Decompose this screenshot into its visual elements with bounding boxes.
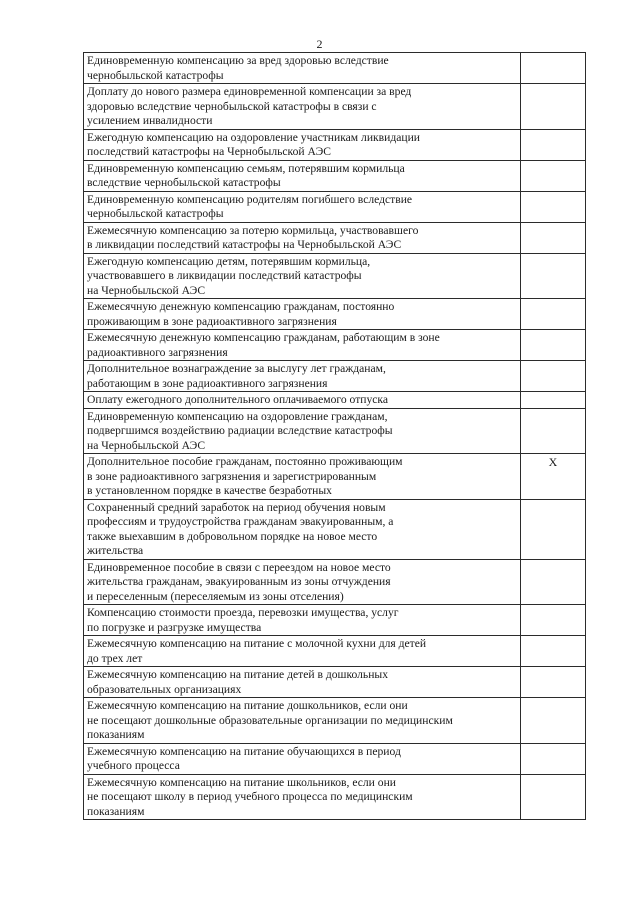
table-row bbox=[84, 408, 586, 454]
row-mark-cell bbox=[521, 84, 586, 130]
row-mark-cell bbox=[521, 392, 586, 409]
row-description: Ежемесячную компенсацию на питание дошкольников, если они не посещают дошкольные образовательные организации по медицинским показаниям bbox=[84, 698, 521, 744]
row-description: Ежемесячную денежную компенсацию гражданам, работающим в зоне радиоактивного загрязнения bbox=[84, 330, 521, 361]
row-mark-cell bbox=[521, 559, 586, 605]
table-row bbox=[84, 191, 586, 222]
row-mark-cell bbox=[521, 361, 586, 392]
row-mark-cell bbox=[521, 191, 586, 222]
table-row bbox=[84, 667, 586, 698]
table-row bbox=[84, 743, 586, 774]
row-mark-cell bbox=[521, 129, 586, 160]
table-row bbox=[84, 636, 586, 667]
row-mark-cell bbox=[521, 222, 586, 253]
row-mark-cell bbox=[521, 698, 586, 744]
table-row bbox=[84, 392, 586, 409]
row-mark-cell bbox=[521, 605, 586, 636]
table-row bbox=[84, 129, 586, 160]
row-description: Ежемесячную компенсацию на питание детей в дошкольных образовательных организациях bbox=[84, 667, 521, 698]
table-row bbox=[84, 84, 586, 130]
page-number: 2 bbox=[316, 37, 323, 51]
row-mark-cell bbox=[521, 408, 586, 454]
table-row bbox=[84, 160, 586, 191]
table-row bbox=[84, 361, 586, 392]
row-description: Ежегодную компенсацию на оздоровление участникам ликвидации последствий катастрофы на Чернобыльской АЭС bbox=[84, 129, 521, 160]
benefits-table bbox=[83, 52, 586, 820]
table-row bbox=[84, 222, 586, 253]
table-row bbox=[84, 53, 586, 84]
row-mark-cell bbox=[521, 53, 586, 84]
row-description: Ежемесячную компенсацию на питание с молочной кухни для детей до трех лет bbox=[84, 636, 521, 667]
row-description: Сохраненный средний заработок на период обучения новым профессиям и трудоустройства гражданам эвакуированным, а также выехавшим в добровольном порядке на новое место жительства bbox=[84, 499, 521, 559]
row-description: Ежегодную компенсацию детям, потерявшим кормильца, участвовавшего в ликвидации последствий катастрофы на Чернобыльской АЭС bbox=[84, 253, 521, 299]
row-description: Дополнительное вознаграждение за выслугу лет гражданам, работающим в зоне радиоактивного загрязнения bbox=[84, 361, 521, 392]
row-description: Ежемесячную компенсацию на питание обучающихся в период учебного процесса bbox=[84, 743, 521, 774]
row-mark-cell bbox=[521, 253, 586, 299]
row-description: Единовременное пособие в связи с переездом на новое место жительства гражданам, эвакуированным из зоны отчуждения и переселенным (переселяемым из зоны отселения) bbox=[84, 559, 521, 605]
table-row bbox=[84, 499, 586, 559]
row-description: Ежемесячную компенсацию на питание школьников, если они не посещают школу в период учебного процесса по медицинским показаниям bbox=[84, 774, 521, 820]
row-description: Ежемесячную компенсацию за потерю кормильца, участвовавшего в ликвидации последствий катастрофы на Чернобыльской АЭС bbox=[84, 222, 521, 253]
row-mark-cell bbox=[521, 160, 586, 191]
row-mark-cell bbox=[521, 743, 586, 774]
row-mark-cell bbox=[521, 774, 586, 820]
table-row bbox=[84, 299, 586, 330]
row-description: Компенсацию стоимости проезда, перевозки имущества, услуг по погрузке и разгрузке имущества bbox=[84, 605, 521, 636]
table-row bbox=[84, 330, 586, 361]
row-mark-cell bbox=[521, 330, 586, 361]
row-mark-cell bbox=[521, 299, 586, 330]
row-description: Единовременную компенсацию на оздоровление гражданам, подвергшимся воздействию радиации вследствие катастрофы на Чернобыльской АЭС bbox=[84, 408, 521, 454]
table-row bbox=[84, 253, 586, 299]
row-description: Ежемесячную денежную компенсацию гражданам, постоянно проживающим в зоне радиоактивного загрязнения bbox=[84, 299, 521, 330]
row-mark-cell bbox=[521, 499, 586, 559]
table-row bbox=[84, 774, 586, 820]
row-description: Единовременную компенсацию семьям, потерявшим кормильца вследствие чернобыльской катастрофы bbox=[84, 160, 521, 191]
row-mark-cell: Х bbox=[521, 454, 586, 500]
row-mark-cell bbox=[521, 636, 586, 667]
table-row bbox=[84, 454, 586, 500]
table-row bbox=[84, 698, 586, 744]
row-description: Оплату ежегодного дополнительного оплачиваемого отпуска bbox=[84, 392, 521, 409]
table-row bbox=[84, 605, 586, 636]
row-description: Дополнительное пособие гражданам, постоянно проживающим в зоне радиоактивного загрязнения и зарегистрированным в установленном порядке в качестве безработных bbox=[84, 454, 521, 500]
row-description: Единовременную компенсацию родителям погибшего вследствие чернобыльской катастрофы bbox=[84, 191, 521, 222]
row-description: Доплату до нового размера единовременной компенсации за вред здоровью вследствие чернобыльской катастрофы в связи с усилением инвалидности bbox=[84, 84, 521, 130]
row-mark-cell bbox=[521, 667, 586, 698]
row-description: Единовременную компенсацию за вред здоровью вследствие чернобыльской катастрофы bbox=[84, 53, 521, 84]
table-row bbox=[84, 559, 586, 605]
